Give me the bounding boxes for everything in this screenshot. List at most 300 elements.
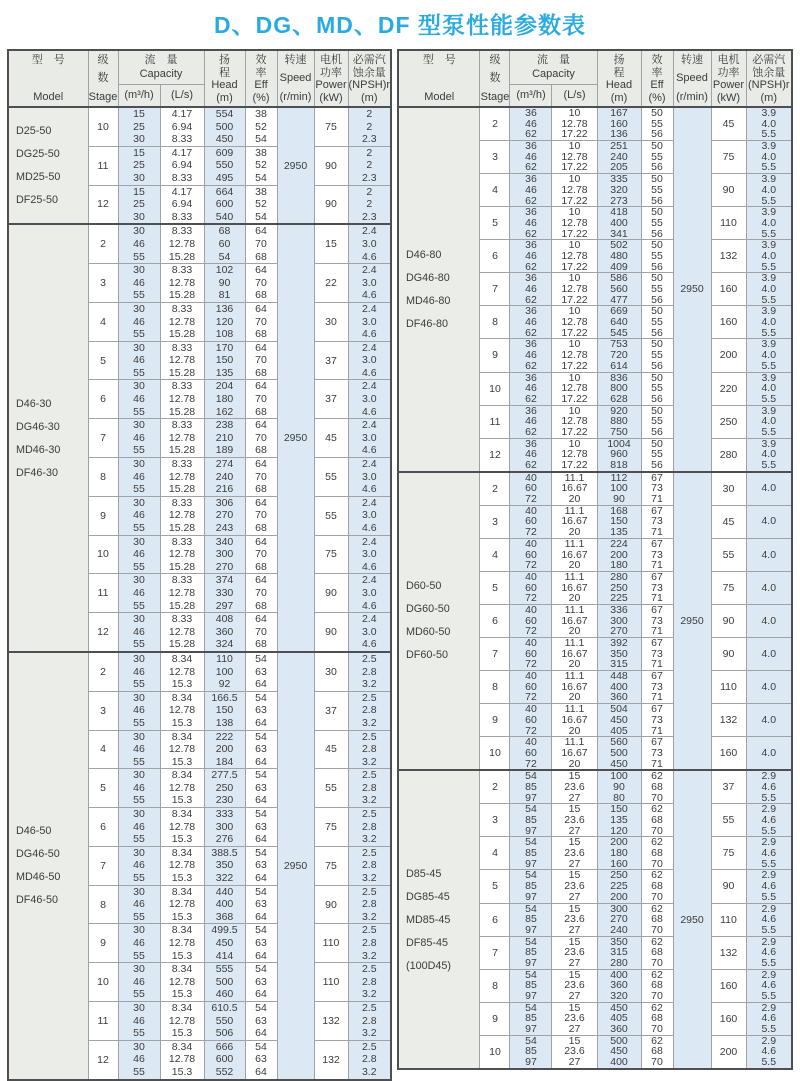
flow-m3h-cell	[118, 458, 160, 497]
npsh-cell	[348, 496, 391, 535]
power-cell: 75	[711, 141, 746, 174]
cell-line: 62	[651, 968, 663, 981]
cell-line: 70	[651, 1023, 663, 1036]
cell-line: 11.1	[564, 537, 585, 550]
power-cell: 75	[314, 846, 348, 885]
head-cell	[597, 273, 641, 306]
cell-line: 12.78	[168, 354, 196, 367]
cell-line: 12.78	[168, 781, 196, 794]
head-cell	[597, 1002, 641, 1035]
cell-line: 222	[215, 730, 234, 743]
flow-ls-cell	[160, 652, 204, 691]
power-cell: 110	[711, 207, 746, 240]
cell-line: MD46-50	[16, 871, 61, 884]
cell-line: 64	[255, 794, 267, 807]
head-cell	[204, 963, 245, 1002]
npsh-cell	[746, 405, 792, 438]
cell-line: 55	[133, 289, 145, 302]
cell-line: 54	[525, 836, 537, 849]
cell-line: 16.67	[561, 581, 588, 594]
cell-line: 68	[255, 328, 267, 341]
npsh-cell	[746, 505, 792, 538]
stage-cell: 8	[480, 671, 510, 704]
head-cell	[204, 185, 245, 224]
cell-line: 12.78	[168, 665, 196, 678]
cell-line: 30	[133, 535, 145, 548]
cell-line: 30	[133, 380, 145, 393]
cell-line: D60-50	[405, 580, 442, 593]
cell-line: 306	[215, 496, 234, 509]
cell-line: 280	[610, 570, 628, 583]
cell-line: 12.78	[561, 117, 588, 130]
npsh-cell	[348, 380, 391, 419]
head-cell	[597, 207, 641, 240]
eff-cell	[641, 174, 673, 207]
cell-line: 27	[568, 990, 581, 1002]
cell-line: 54	[255, 133, 267, 146]
cell-line: 15	[568, 1001, 581, 1014]
stage-cell: 7	[88, 419, 118, 458]
cell-line: 27	[568, 857, 581, 870]
npsh-cell	[746, 804, 792, 837]
cell-line: 12.78	[168, 743, 196, 756]
cell-line: 40	[525, 570, 537, 583]
cell-line: 55	[651, 117, 663, 130]
stage-cell: 4	[480, 837, 510, 870]
cell-line: 64	[255, 496, 267, 509]
cell-line: 360	[610, 979, 628, 992]
flow-m3h-cell	[510, 571, 552, 604]
cell-line: 170	[215, 341, 234, 354]
cell-line: 753	[610, 338, 628, 351]
flow-ls-cell	[160, 613, 204, 652]
cell-line: 11.1	[564, 471, 585, 484]
cell-line: 135	[610, 526, 628, 539]
cell-line: 4.6	[361, 638, 377, 651]
cell-line: 4.6	[761, 847, 777, 860]
tables-container	[0, 49, 800, 1081]
cell-line: 50	[651, 206, 663, 219]
cell-line: 30	[133, 1040, 145, 1053]
cell-line: 12.78	[168, 509, 196, 522]
model-cell	[398, 472, 480, 771]
eff-cell	[245, 730, 277, 769]
cell-line: 2	[366, 198, 373, 211]
flow-ls-cell	[160, 885, 204, 924]
cell-line: 30	[133, 574, 145, 587]
cell-line: 4.0	[761, 482, 777, 495]
cell-line: 15	[133, 146, 145, 159]
cell-line: 2.5	[361, 691, 377, 704]
cell-line: 500	[610, 746, 628, 759]
cell-line: 4.6	[761, 880, 777, 893]
cell-line: 60	[525, 482, 537, 495]
stage-cell: 3	[480, 505, 510, 538]
npsh-cell	[746, 240, 792, 273]
cell-line: 4.6	[761, 979, 777, 992]
cell-line: 10	[568, 173, 581, 186]
npsh-cell	[348, 107, 391, 146]
flow-m3h-cell	[510, 339, 552, 372]
eff-cell	[245, 924, 277, 963]
cell-line: 60	[525, 713, 537, 726]
cell-line: 502	[610, 239, 628, 252]
cell-line: 4.6	[761, 946, 777, 959]
flow-ls-cell	[160, 496, 204, 535]
cell-line: 68	[255, 250, 267, 263]
header-model-cn: 型 号	[31, 54, 65, 66]
cell-line: 68	[255, 405, 267, 418]
cell-line: 4.0	[761, 117, 777, 130]
cell-line: MD46-30	[16, 443, 61, 456]
cell-line: 68	[651, 946, 663, 959]
stage-cell: 9	[480, 1002, 510, 1035]
flow-ls-cell	[160, 535, 204, 574]
eff-cell	[641, 141, 673, 174]
cell-line: 4.0	[761, 249, 777, 262]
flow-m3h-cell	[510, 240, 552, 273]
cell-line: 2.4	[361, 380, 377, 393]
head-cell	[597, 405, 641, 438]
cell-line: 68	[651, 1012, 663, 1025]
flow-ls-cell	[160, 846, 204, 885]
cell-line: 2.4	[361, 264, 377, 277]
cell-line: 150	[215, 704, 234, 717]
cell-line: 180	[215, 393, 234, 406]
flow-ls-cell	[552, 372, 597, 405]
eff-cell	[245, 380, 277, 419]
table-header	[8, 50, 391, 107]
cell-line: 60	[525, 680, 537, 693]
npsh-cell	[348, 341, 391, 380]
cell-line: 67	[651, 471, 663, 484]
cell-line: 50	[651, 371, 663, 384]
pump-table-left	[7, 49, 392, 1081]
cell-line: 200	[610, 836, 628, 849]
cell-line: 340	[215, 535, 234, 548]
cell-line: 50	[651, 140, 663, 153]
cell-line: 63	[255, 898, 267, 911]
cell-line: 12.78	[561, 183, 588, 196]
power-cell: 90	[711, 604, 746, 637]
cell-line: 448	[610, 670, 628, 683]
model-cell	[8, 224, 88, 652]
table-row	[398, 107, 792, 141]
head-cell	[204, 264, 245, 303]
cell-line: 46	[133, 237, 145, 250]
cell-line: 54	[525, 869, 537, 882]
npsh-cell	[348, 185, 391, 224]
cell-line: 36	[525, 173, 537, 186]
cell-line: 85	[525, 880, 537, 893]
cell-line: 63	[255, 665, 267, 678]
flow-ls-cell	[160, 769, 204, 808]
stage-cell: 4	[88, 302, 118, 341]
cell-line: 54	[255, 885, 267, 898]
cell-line: 23.6	[564, 913, 585, 926]
cell-line: 30	[133, 496, 145, 509]
cell-line: 72	[525, 757, 537, 770]
cell-line: 73	[651, 614, 663, 627]
cell-line: 62	[525, 425, 537, 438]
cell-line: 68	[255, 483, 267, 496]
cell-line: 3.0	[361, 548, 377, 561]
cell-line: 36	[525, 140, 537, 153]
flow-m3h-cell	[118, 808, 160, 847]
cell-line: 2.3	[361, 171, 377, 184]
cell-line: 2.8	[361, 975, 377, 988]
cell-line: 5.5	[761, 1056, 777, 1069]
cell-line: 499.5	[211, 924, 238, 937]
cell-line: 450	[610, 757, 628, 770]
power-cell: 90	[314, 613, 348, 652]
npsh-cell	[746, 638, 792, 671]
cell-line: 54	[525, 935, 537, 948]
cell-line: 70	[651, 1056, 663, 1069]
cell-line: 85	[525, 979, 537, 992]
cell-line: 15.3	[171, 1065, 193, 1078]
cell-line: 64	[255, 225, 267, 238]
stage-cell: 5	[480, 870, 510, 903]
cell-line: 3.9	[761, 239, 777, 252]
cell-line: 2.5	[361, 963, 377, 976]
cell-line: 136	[610, 128, 628, 141]
cell-line: 600	[215, 1053, 234, 1066]
cell-line: 11.1	[564, 504, 585, 517]
cell-line: 71	[651, 658, 663, 671]
cell-line: 230	[215, 794, 234, 807]
cell-line: 10	[568, 206, 581, 219]
cell-line: 63	[255, 704, 267, 717]
cell-line: 64	[255, 716, 267, 729]
stage-cell: 2	[480, 107, 510, 141]
cell-line: 70	[651, 890, 663, 903]
cell-line: 4.0	[761, 283, 777, 295]
cell-line: 150	[610, 515, 628, 528]
eff-cell	[641, 240, 673, 273]
cell-line: 12.78	[168, 625, 196, 638]
cell-line: 68	[651, 814, 663, 826]
npsh-cell	[746, 141, 792, 174]
cell-line: 46	[525, 316, 537, 329]
eff-cell	[641, 107, 673, 141]
header-capacity-m3h: (m³/h)	[510, 84, 552, 107]
cell-line: 8.33	[171, 171, 193, 184]
cell-line: D46-50	[16, 825, 52, 838]
cell-line: 8.34	[171, 691, 193, 704]
cell-line: 210	[215, 431, 234, 444]
npsh-cell	[746, 306, 792, 339]
head-cell	[597, 704, 641, 737]
cell-line: 68	[255, 289, 267, 302]
eff-cell	[245, 107, 277, 146]
flow-ls-cell	[552, 870, 597, 903]
cell-line: 55	[133, 1027, 145, 1040]
cell-line: 600	[215, 198, 234, 211]
eff-cell	[641, 472, 673, 506]
cell-line: 71	[651, 691, 663, 704]
npsh-cell	[746, 1002, 792, 1035]
cell-line: 16.67	[561, 647, 588, 660]
eff-cell	[641, 770, 673, 804]
stage-cell: 4	[88, 730, 118, 769]
cell-line: 640	[610, 316, 628, 329]
head-cell	[597, 472, 641, 506]
cell-line: 62	[651, 1001, 663, 1014]
eff-cell	[641, 306, 673, 339]
cell-line: 545	[610, 326, 628, 339]
stage-cell: 6	[88, 808, 118, 847]
cell-line: 27	[568, 1023, 581, 1036]
flow-m3h-cell	[118, 341, 160, 380]
cell-line: 184	[215, 755, 234, 768]
power-cell: 250	[711, 405, 746, 438]
cell-line: 8.33	[171, 264, 193, 277]
cell-line: 12.78	[168, 393, 196, 406]
cell-line: 27	[568, 890, 581, 903]
cell-line: 5.5	[761, 990, 777, 1002]
power-cell: 132	[711, 240, 746, 273]
cell-line: 60	[218, 237, 231, 250]
cell-line: 4.6	[761, 780, 777, 793]
cell-line: 3.2	[361, 716, 377, 729]
flow-ls-cell	[552, 604, 597, 637]
flow-m3h-cell	[118, 613, 160, 652]
cell-line: 17.22	[561, 425, 588, 438]
cell-line: 270	[610, 913, 628, 926]
cell-line: 300	[215, 820, 234, 833]
cell-line: 2.5	[361, 769, 377, 782]
cell-line: 70	[255, 586, 267, 599]
header-speed: 转速 Speed (r/min)	[277, 50, 314, 107]
cell-line: 4.6	[361, 483, 377, 496]
power-cell: 22	[314, 264, 348, 303]
cell-line: 2.8	[361, 743, 377, 756]
cell-line: 2.9	[761, 1001, 777, 1014]
eff-cell	[641, 339, 673, 372]
cell-line: 90	[613, 780, 625, 793]
flow-ls-cell	[552, 737, 597, 771]
cell-line: 55	[133, 328, 145, 341]
cell-line: 12.78	[561, 249, 588, 262]
cell-line: 54	[525, 1001, 537, 1014]
header-eff: 效 率 Eff (%)	[245, 50, 277, 107]
stage-cell: 8	[88, 885, 118, 924]
eff-cell	[641, 207, 673, 240]
page-title: D、DG、MD、DF 型泵性能参数表	[214, 12, 586, 38]
cell-line: 46	[133, 276, 145, 289]
cell-line: 8.33	[171, 535, 193, 548]
cell-line: 54	[255, 691, 267, 704]
cell-line: 2.9	[761, 803, 777, 816]
cell-line: 71	[651, 625, 663, 638]
cell-line: DG60-50	[405, 603, 450, 616]
power-cell: 280	[711, 438, 746, 472]
flow-ls-cell	[552, 903, 597, 936]
cell-line: 64	[255, 574, 267, 587]
flow-m3h-cell	[510, 737, 552, 771]
cell-line: 30	[133, 225, 145, 238]
cell-line: 55	[133, 794, 145, 807]
cell-line: 8.34	[171, 1040, 193, 1053]
cell-line: 70	[255, 276, 267, 289]
model-names	[9, 125, 88, 206]
cell-line: 56	[651, 128, 663, 141]
cell-line: 64	[255, 988, 267, 1001]
cell-line: 3.9	[761, 404, 777, 417]
stage-cell: 10	[88, 535, 118, 574]
model-names	[9, 825, 88, 906]
flow-ls-cell	[552, 505, 597, 538]
head-cell	[204, 846, 245, 885]
cell-line: DG85-45	[405, 890, 450, 903]
flow-m3h-cell	[510, 273, 552, 306]
flow-m3h-cell	[118, 1001, 160, 1040]
cell-line: 15	[568, 836, 581, 849]
cell-line: 55	[133, 833, 145, 846]
cell-line: DF25-50	[16, 194, 59, 207]
cell-line: 55	[133, 483, 145, 496]
flow-ls-cell	[552, 936, 597, 969]
cell-line: MD46-80	[405, 294, 451, 307]
cell-line: 4.6	[361, 522, 377, 534]
cell-line: 240	[610, 150, 628, 163]
cell-line: D46-30	[16, 397, 52, 410]
cell-line: 62	[651, 869, 663, 882]
head-cell	[204, 146, 245, 185]
power-cell: 160	[711, 1002, 746, 1035]
flow-ls-cell	[160, 419, 204, 458]
npsh-cell	[348, 419, 391, 458]
cell-line: 17.22	[561, 359, 588, 372]
power-cell: 45	[314, 730, 348, 769]
eff-cell	[245, 224, 277, 263]
cell-line: DF46-50	[16, 894, 59, 907]
cell-line: 54	[255, 171, 267, 184]
cell-line: 414	[215, 949, 234, 962]
flow-m3h-cell	[118, 574, 160, 613]
cell-line: 55	[651, 316, 663, 329]
head-cell	[597, 107, 641, 141]
cell-line: 15	[568, 1034, 581, 1047]
cell-line: 11.1	[564, 736, 585, 749]
cell-line: 64	[255, 613, 267, 626]
cell-line: 388.5	[211, 846, 238, 859]
cell-line: 30	[133, 458, 145, 471]
npsh-cell	[348, 224, 391, 263]
cell-line: 5.5	[761, 260, 777, 273]
cell-line: 450	[610, 713, 628, 726]
cell-line: 2	[366, 146, 373, 159]
power-cell: 75	[711, 837, 746, 870]
cell-line: 97	[525, 857, 537, 870]
flow-m3h-cell	[118, 264, 160, 303]
eff-cell	[641, 804, 673, 837]
cell-line: 614	[610, 359, 628, 372]
cell-line: 506	[215, 1027, 234, 1040]
cell-line: 67	[651, 736, 663, 749]
cell-line: 46	[133, 625, 145, 638]
cell-line: 70	[651, 923, 663, 936]
cell-line: 11.1	[564, 603, 585, 616]
cell-line: 167	[610, 107, 628, 119]
flow-m3h-cell	[118, 224, 160, 263]
cell-line: 4.6	[361, 444, 377, 457]
cell-line: 60	[525, 548, 537, 561]
cell-line: 15.28	[168, 328, 196, 341]
flow-m3h-cell	[118, 652, 160, 691]
cell-line: 23.6	[564, 847, 585, 860]
